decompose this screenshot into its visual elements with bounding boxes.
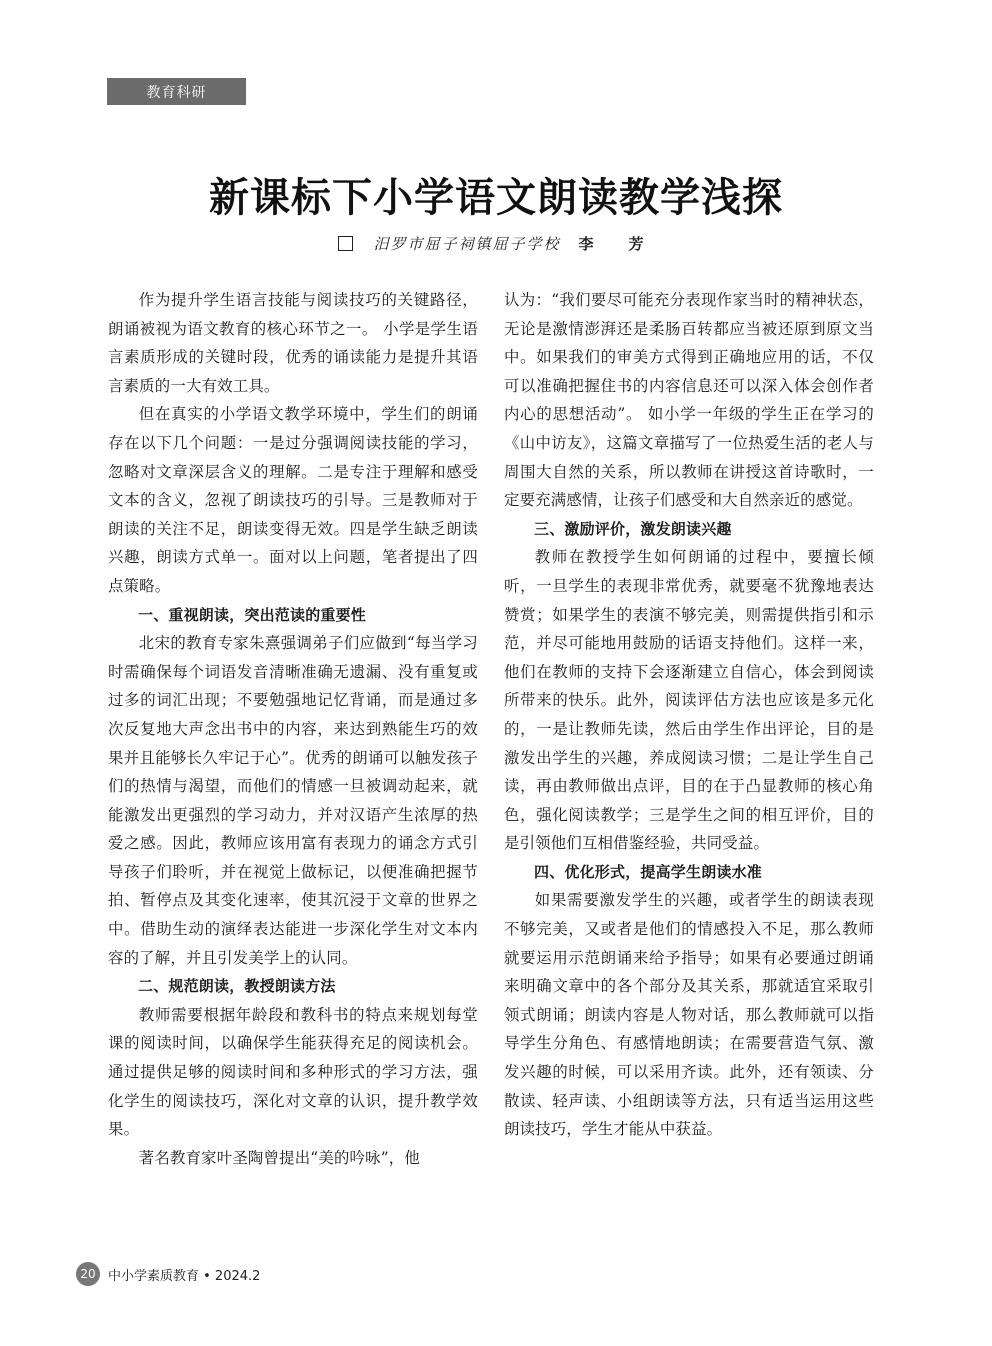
left-column (108, 286, 478, 1172)
author-institution: 汨罗市屈子祠镇屈子学校 (373, 235, 561, 253)
byline (0, 233, 992, 254)
right-column (504, 286, 874, 1144)
paragraph: 教师在教授学生如何朗诵的过程中，要擅长倾听，一旦学生的表现非常优秀，就要毫不犹豫地表达赞赏；如果学生的表演不够完美，则需提供指引和示范，并尽可能地用鼓励的话语支持他们。这样一来，他们在教师的支持下会逐渐建立自信心，体会到阅读所带来的快乐。此外，阅读评估方法也应该是多元化的，一是让教师先读，然后由学生作出评论，目的是激发出学生的兴趣，养成阅读习惯；二是让学生自己读，再由教师做出点评，目的在于凸显教师的核心角色，强化阅读教学；三是学生之间的相互评价，目的是引领他们互相借鉴经验，共同受益。 (504, 548, 874, 853)
paragraph: 认为：“我们要尽可能充分表现作家当时的精神状态，无论是激情澎湃还是柔肠百转都应当被还原到原文当中。如果我们的审美方式得到正确地应用的话，不仅可以准确把握住书的内容信息还可以深入体会创作者内心的思想活动”。 如小学一年级的学生正在学习的《山中访友》，这篇文章描写了一位热爱生活的老人与周围大自然的关系，所以教师在讲授这首诗歌时，一定要充满感情，让孩子们感受和大自然亲近的感觉。 (504, 291, 874, 510)
page-number: 20 (76, 1262, 100, 1286)
section-heading: 二、规范朗读，教授朗读方法 (138, 977, 336, 996)
journal-info: 中小学素质教育 • 2024.2 (108, 1268, 261, 1284)
page-footer (76, 1262, 260, 1286)
paragraph: 如果需要激发学生的兴趣，或者学生的朗读表现不够完美，又或者是他们的情感投入不足，那么教师就要运用示范朗诵来给予指导；如果有必要通过朗诵来明确文章中的各个部分及其关系，那就适宜采取引领式朗诵；朗读内容是人物对话，那么教师就可以指导学生分角色、有感情地朗读；在需要营造气氛、激发兴趣的时候，可以采用齐读。此外，还有领读、分散读、轻声读、小组朗读等方法，只有适当运用这些朗读技巧，学生才能从中获益。 (504, 891, 874, 1139)
paragraph: 作为提升学生语言技能与阅读技巧的关键路径，朗诵被视为语文教育的核心环节之一。 小学是学生语言素质形成的关键时段，优秀的诵读能力是提升其语言素质的一大有效工具。 (108, 291, 478, 395)
paragraph: 著名教育家叶圣陶曾提出“美的吟咏”，他 (138, 1148, 420, 1167)
section-heading: 一、重视朗读，突出范读的重要性 (138, 605, 367, 624)
square-bullet-icon (338, 236, 353, 251)
author-name: 李 芳 (578, 235, 654, 253)
paragraph: 教师需要根据年龄段和教科书的特点来规划每堂课的阅读时间，以确保学生能获得充足的阅读机会。通过提供足够的阅读时间和多种形式的学习方法，强化学生的阅读技巧，深化对文章的认识，提升教学效果。 (108, 1005, 478, 1139)
section-label: 教育科研 (107, 78, 246, 105)
section-heading: 三、激励评价，激发朗读兴趣 (534, 519, 732, 538)
article-title: 新课标下小学语文朗读教学浅探 (209, 175, 783, 221)
paragraph: 北宋的教育专家朱熹强调弟子们应做到“每当学习时需确保每个词语发音清晰准确无遗漏、没有重复或过多的词汇出现；不要勉强地记忆背诵，而是通过多次反复地大声念出书中的内容，来达到熟能生巧的效果并且能够长久牢记于心”。优秀的朗诵可以触发孩子们的热情与渴望，而他们的情感一旦被调动起来，就能激发出更强烈的学习动力，并对汉语产生浓厚的热爱之感。因此，教师应该用富有表现力的诵念方式引导孩子们聆听，并在视觉上做标记，以便准确把握节拍、暂停点及其变化速率，使其沉浸于文章的世界之中。借助生动的演绎表达能进一步深化学生对文本内容的了解，并且引发美学上的认同。 (108, 634, 478, 967)
paragraph: 但在真实的小学语文教学环境中，学生们的朗诵存在以下几个问题：一是过分强调阅读技能的学习，忽略对文章深层含义的理解。二是专注于理解和感受文本的含义，忽视了朗读技巧的引导。三是教师对于朗读的关注不足，朗读变得无效。四是学生缺乏朗读兴趣，朗读方式单一。面对以上问题，笔者提出了四点策略。 (108, 405, 478, 595)
section-heading: 四、优化形式，提高学生朗读水准 (534, 862, 763, 881)
